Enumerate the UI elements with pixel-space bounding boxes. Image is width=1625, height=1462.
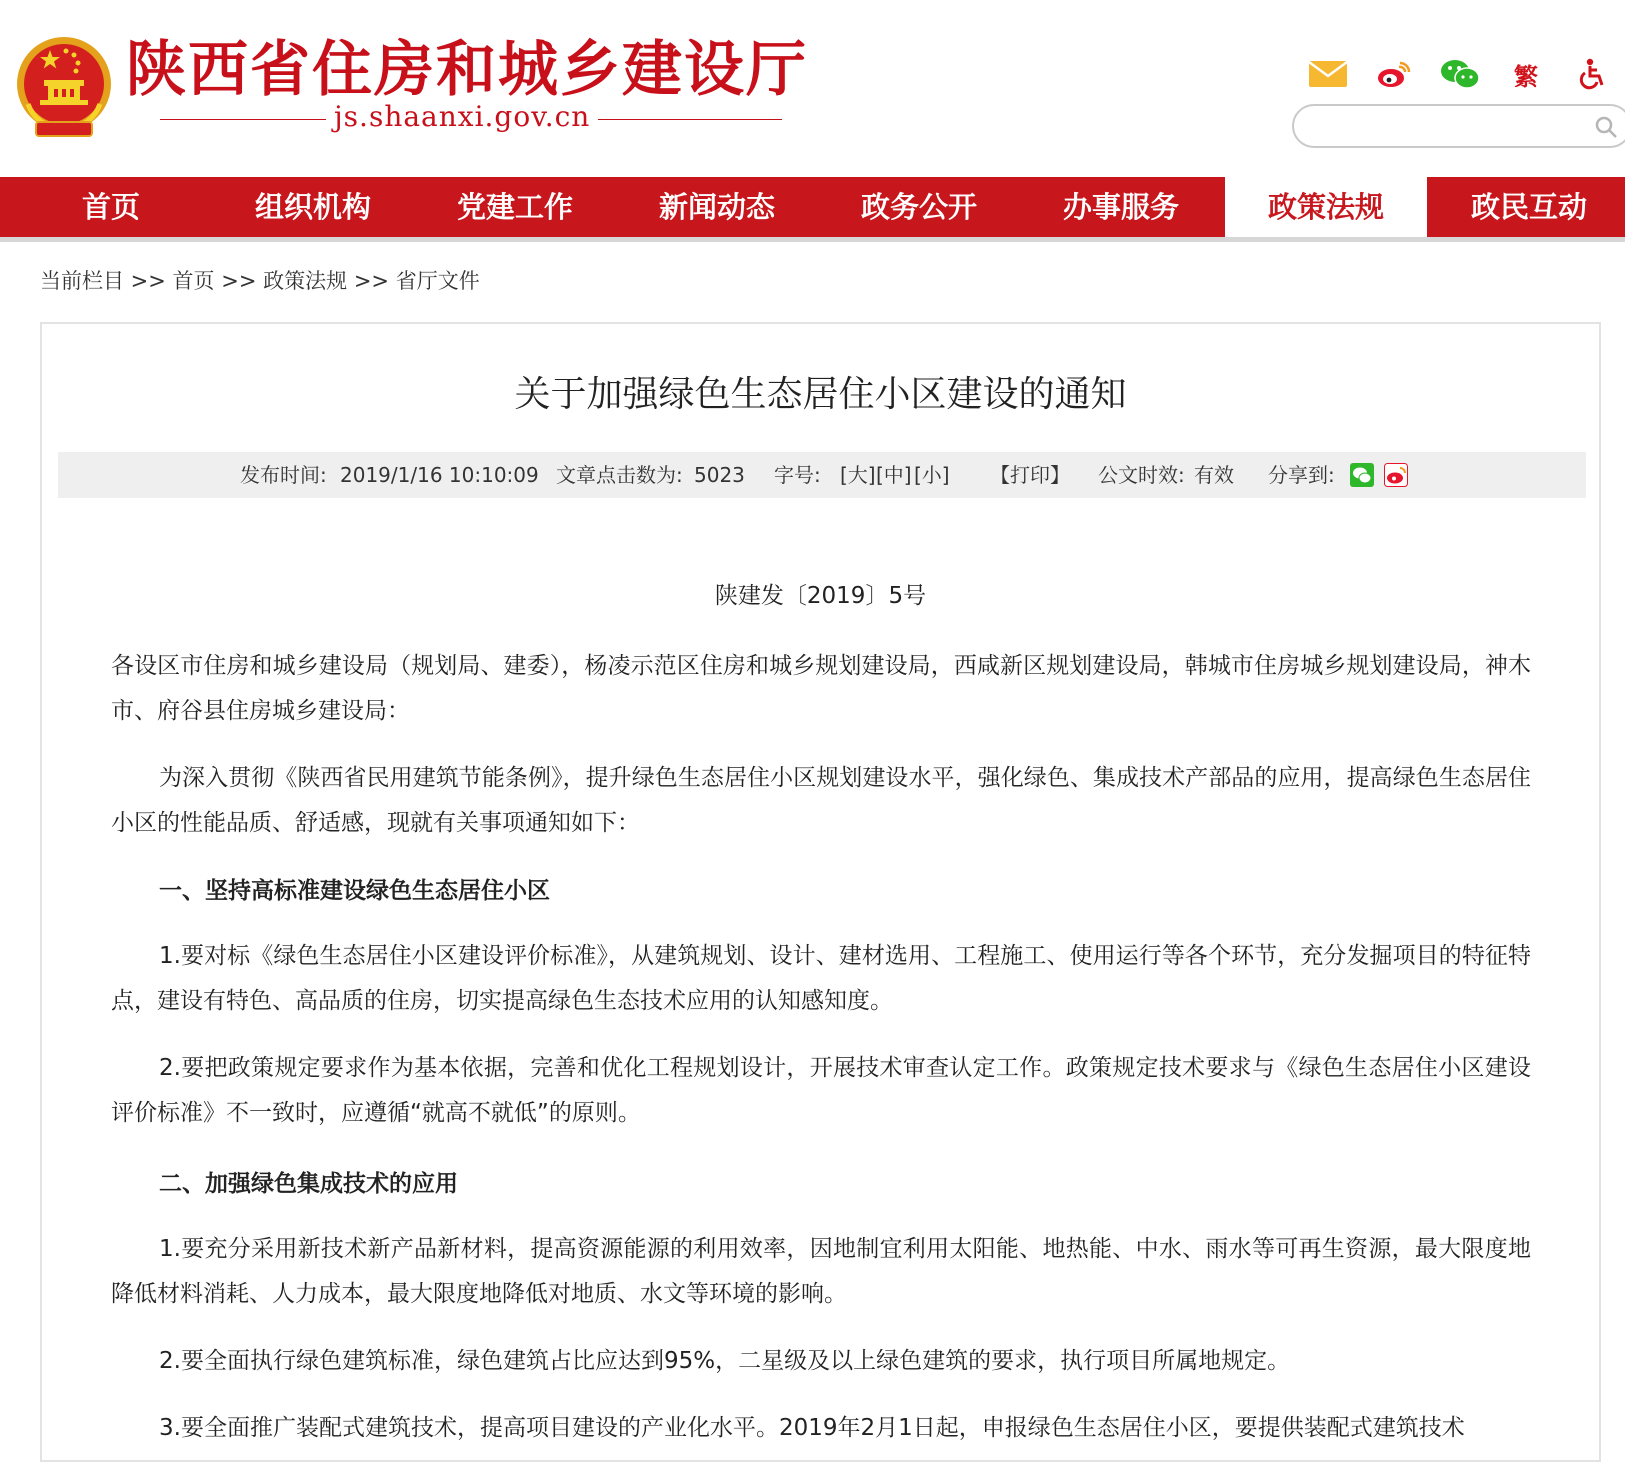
- wheelchair-icon: [1578, 58, 1606, 90]
- nav-item-home[interactable]: 首页: [81, 190, 140, 224]
- section-heading: 二、加强绿色集成技术的应用: [159, 1171, 458, 1197]
- article-paragraph: 3.要全面推广装配式建筑技术，提高项目建设的产业化水平。2019年2月1日起，申报绿色生态居住小区，要提供装配式建筑技术: [159, 1415, 1465, 1441]
- nav-item-party-building[interactable]: 党建工作: [456, 190, 573, 224]
- nav-item-news[interactable]: 新闻动态: [658, 190, 775, 224]
- article-panel: [40, 322, 1601, 1462]
- breadcrumb: [40, 266, 480, 296]
- header-tools: [1300, 56, 1625, 92]
- nav-item-organization[interactable]: 组织机构: [254, 190, 371, 224]
- site-title[interactable]: 陕西省住房和城乡建设厅: [126, 35, 808, 105]
- domain-line-right: [598, 119, 782, 120]
- search-input[interactable]: [1312, 112, 1576, 142]
- breadcrumb-home[interactable]: 首页: [172, 269, 215, 293]
- email-button[interactable]: [1306, 56, 1350, 92]
- search-box: [1292, 104, 1625, 148]
- nav-item-services[interactable]: 办事服务: [1062, 190, 1179, 224]
- validity-label: 公文时效:: [1098, 463, 1185, 487]
- weibo-button[interactable]: [1372, 56, 1416, 92]
- hits-label: 文章点击数为:: [556, 463, 683, 487]
- print-button[interactable]: 【打印】: [990, 463, 1070, 487]
- search-icon[interactable]: [1594, 115, 1618, 139]
- share-label: 分享到:: [1268, 463, 1335, 487]
- traditional-chinese-button[interactable]: 繁: [1514, 61, 1538, 91]
- site-header: [0, 0, 1625, 177]
- hits-count: 5023: [694, 463, 745, 487]
- section-heading: 一、坚持高标准建设绿色生态居住小区: [159, 878, 550, 904]
- breadcrumb-section[interactable]: 政策法规: [263, 269, 348, 293]
- share-weibo-icon[interactable]: [1384, 463, 1408, 487]
- envelope-icon: [1308, 60, 1348, 88]
- wechat-icon: [1440, 58, 1480, 90]
- share-wechat-icon[interactable]: [1350, 463, 1374, 487]
- article-paragraph: 2.要全面执行绿色建筑标准，绿色建筑占比应达到95%，二星级及以上绿色建筑的要求，执行项目所属地规定。: [159, 1348, 1291, 1374]
- nav-item-policies[interactable]: 政策法规: [1225, 177, 1427, 237]
- font-large-button[interactable]: [大]: [840, 463, 876, 487]
- font-medium-button[interactable]: [中]: [876, 463, 912, 487]
- article-paragraph: 1.要充分采用新技术新产品新材料，提高资源能源的利用效率，因地制宜利用太阳能、地热能、中水、雨水等可再生资源，最大限度地降低材料消耗、人力成本，最大限度地降低对地质、水文等环境的影响。: [111, 1236, 1531, 1307]
- breadcrumb-separator: >>: [221, 269, 257, 293]
- font-small-button[interactable]: [小]: [914, 463, 950, 487]
- national-emblem-icon[interactable]: [14, 34, 114, 138]
- article-paragraph: 各设区市住房和城乡建设局（规划局、建委），杨凌示范区住房和城乡规划建设局，西咸新区规划建设局，韩城市住房城乡规划建设局，神木市、府谷县住房城乡建设局：: [111, 653, 1531, 724]
- main-nav: [0, 177, 1625, 242]
- validity-value: 有效: [1194, 463, 1234, 487]
- nav-item-government-affairs[interactable]: 政务公开: [860, 190, 977, 224]
- domain-row: [150, 102, 790, 132]
- breadcrumb-prefix: 当前栏目 >>: [40, 269, 173, 293]
- article-title: 关于加强绿色生态居住小区建设的通知: [514, 374, 1127, 415]
- publish-time-label: 发布时间:: [240, 463, 327, 487]
- publish-time: 2019/1/16 10:10:09: [340, 463, 539, 487]
- breadcrumb-separator: >>: [353, 269, 390, 293]
- article-paragraph: 1.要对标《绿色生态居住小区建设评价标准》，从建筑规划、设计、建材选用、工程施工、使用运行等各个环节，充分发掘项目的特征特点，建设有特色、高品质的住房，切实提高绿色生态技术应用的认知感知度。: [111, 943, 1531, 1014]
- article-meta-bar: [58, 452, 1586, 498]
- nav-item-interaction[interactable]: 政民互动: [1470, 190, 1587, 224]
- document-number: 陕建发〔2019〕5号: [714, 583, 927, 609]
- article-paragraph: 2.要把政策规定要求作为基本依据，完善和优化工程规划设计，开展技术审查认定工作。政策规定技术要求与《绿色生态居住小区建设评价标准》不一致时，应遵循“就高不就低”的原则。: [111, 1055, 1531, 1126]
- breadcrumb-current[interactable]: 省厅文件: [395, 269, 480, 293]
- article-paragraph: 为深入贯彻《陕西省民用建筑节能条例》，提升绿色生态居住小区规划建设水平，强化绿色、集成技术产部品的应用，提高绿色生态居住小区的性能品质、舒适感，现就有关事项通知如下：: [111, 765, 1531, 836]
- domain-line-left: [160, 119, 326, 120]
- wechat-button[interactable]: [1438, 56, 1482, 92]
- font-size-label: 字号:: [774, 463, 821, 487]
- weibo-icon: [1376, 59, 1412, 89]
- site-domain: js.shaanxi.gov.cn: [334, 100, 591, 133]
- accessibility-button[interactable]: [1570, 56, 1614, 92]
